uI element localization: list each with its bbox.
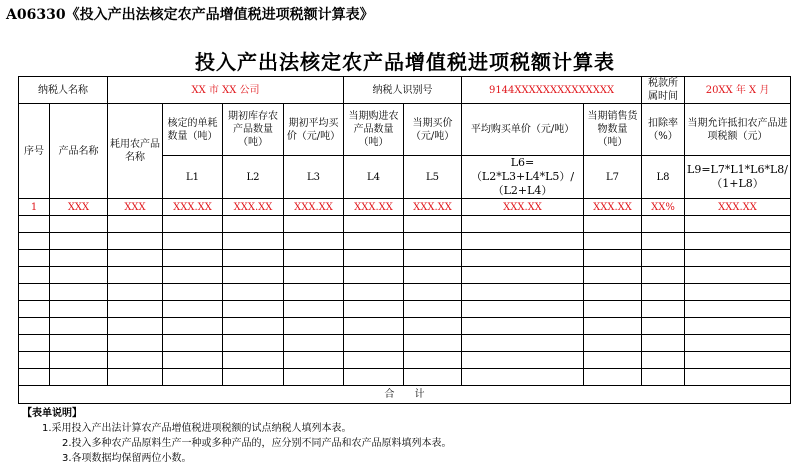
code-l3: L3 — [284, 156, 344, 199]
empty-cell[interactable] — [462, 301, 584, 318]
code-l9-formula: L9=L7*L1*L6*L8/（1+L8） — [685, 156, 791, 199]
empty-cell[interactable] — [284, 352, 344, 369]
taxpayer-name-label: 纳税人名称 — [19, 77, 108, 104]
empty-cell[interactable] — [404, 335, 462, 352]
col-product-name-header: 产品名称 — [50, 104, 108, 199]
row-l7-cell[interactable]: XXX.XX — [584, 199, 642, 216]
row-l1-cell[interactable]: XXX.XX — [163, 199, 223, 216]
row-l9-cell[interactable]: XXX.XX — [685, 199, 791, 216]
empty-cell[interactable] — [163, 318, 223, 335]
notes-title: 【表单说明】 — [22, 408, 82, 419]
empty-cell[interactable] — [344, 352, 404, 369]
taxpayer-id-field[interactable]: 9144XXXXXXXXXXXXXX — [462, 77, 642, 104]
taxpayer-name-field[interactable]: XX 市 XX 公司 — [108, 77, 344, 104]
empty-cell[interactable] — [50, 352, 108, 369]
total-row-label: 合 计 — [19, 386, 791, 404]
table-row — [19, 335, 791, 352]
empty-cell[interactable] — [404, 233, 462, 250]
empty-cell[interactable] — [223, 318, 284, 335]
empty-cell[interactable] — [163, 335, 223, 352]
table-row — [19, 301, 791, 318]
note-item: 3.各项数据均保留两位小数。 — [62, 453, 192, 464]
empty-cell[interactable] — [344, 216, 404, 233]
empty-cell[interactable] — [50, 335, 108, 352]
empty-cell[interactable] — [223, 301, 284, 318]
col-purchase-qty-header: 当期购进农产品数量（吨） — [344, 104, 404, 156]
empty-cell[interactable] — [584, 335, 642, 352]
empty-cell[interactable] — [19, 369, 50, 386]
empty-cell[interactable] — [108, 284, 163, 301]
empty-cell[interactable] — [462, 369, 584, 386]
empty-cell[interactable] — [50, 369, 108, 386]
empty-cell[interactable] — [163, 216, 223, 233]
empty-cell[interactable] — [223, 250, 284, 267]
col-deduction-rate-header: 扣除率（%） — [642, 104, 685, 156]
empty-cell[interactable] — [344, 250, 404, 267]
empty-cell[interactable] — [284, 335, 344, 352]
empty-cell[interactable] — [642, 369, 685, 386]
empty-cell[interactable] — [404, 250, 462, 267]
col-unit-consumption-header: 核定的单耗数量（吨） — [163, 104, 223, 156]
empty-cell[interactable] — [462, 335, 584, 352]
col-avg-price-header: 平均购买单价（元/吨） — [462, 104, 584, 156]
empty-cell[interactable] — [163, 233, 223, 250]
row-material-cell[interactable]: XXX — [108, 199, 163, 216]
empty-cell[interactable] — [108, 267, 163, 284]
empty-cell[interactable] — [685, 216, 791, 233]
empty-cell[interactable] — [462, 267, 584, 284]
empty-cell[interactable] — [19, 301, 50, 318]
table-row — [19, 318, 791, 335]
empty-cell[interactable] — [344, 335, 404, 352]
empty-cell[interactable] — [685, 335, 791, 352]
row-l8-cell[interactable]: XX% — [642, 199, 685, 216]
col-sales-qty-header: 当期销售货物数量（吨） — [584, 104, 642, 156]
empty-cell[interactable] — [642, 318, 685, 335]
empty-cell[interactable] — [584, 267, 642, 284]
empty-cell[interactable] — [284, 284, 344, 301]
empty-cell[interactable] — [584, 352, 642, 369]
empty-cell[interactable] — [19, 267, 50, 284]
empty-cell[interactable] — [223, 335, 284, 352]
empty-cell[interactable] — [284, 267, 344, 284]
table-row — [19, 199, 791, 216]
empty-cell[interactable] — [50, 318, 108, 335]
code-l1: L1 — [163, 156, 223, 199]
empty-cell[interactable] — [163, 352, 223, 369]
empty-cell[interactable] — [462, 318, 584, 335]
empty-cell[interactable] — [284, 250, 344, 267]
table-row — [19, 216, 791, 233]
empty-cell[interactable] — [404, 318, 462, 335]
note-item: 2.投入多种农产品原料生产一种或多种产品的，应分别不同产品和农产品原料填列本表。 — [62, 438, 452, 449]
col-purchase-price-header: 当期买价（元/吨） — [404, 104, 462, 156]
table-row — [19, 284, 791, 301]
page-title: 投入产出法核定农产品增值税进项税额计算表 — [195, 50, 615, 74]
empty-cell[interactable] — [685, 301, 791, 318]
empty-cell[interactable] — [50, 301, 108, 318]
empty-cell[interactable] — [50, 267, 108, 284]
empty-cell[interactable] — [163, 250, 223, 267]
form-notes — [22, 406, 452, 466]
empty-cell[interactable] — [19, 284, 50, 301]
empty-cell[interactable] — [685, 284, 791, 301]
code-l8: L8 — [642, 156, 685, 199]
empty-cell[interactable] — [685, 250, 791, 267]
row-seq-cell[interactable]: 1 — [19, 199, 50, 216]
empty-cell[interactable] — [284, 318, 344, 335]
empty-cell[interactable] — [284, 369, 344, 386]
empty-cell[interactable] — [223, 216, 284, 233]
table-row — [19, 250, 791, 267]
row-l6-cell[interactable]: XXX.XX — [462, 199, 584, 216]
code-l6-formula: L6=（L2*L3+L4*L5）/（L2+L4） — [462, 156, 584, 199]
empty-cell[interactable] — [284, 216, 344, 233]
empty-cell[interactable] — [50, 284, 108, 301]
empty-cell[interactable] — [642, 267, 685, 284]
empty-cell[interactable] — [19, 318, 50, 335]
empty-cell[interactable] — [344, 233, 404, 250]
empty-cell[interactable] — [50, 250, 108, 267]
row-product-cell[interactable]: XXX — [50, 199, 108, 216]
empty-cell[interactable] — [462, 216, 584, 233]
row-l5-cell[interactable]: XXX.XX — [404, 199, 462, 216]
empty-cell[interactable] — [19, 352, 50, 369]
empty-cell[interactable] — [642, 335, 685, 352]
empty-cell[interactable] — [462, 352, 584, 369]
col-raw-material-header: 耗用农产品名称 — [108, 104, 163, 199]
code-l5: L5 — [404, 156, 462, 199]
empty-cell[interactable] — [223, 267, 284, 284]
row-l4-cell[interactable]: XXX.XX — [344, 199, 404, 216]
empty-cell[interactable] — [344, 369, 404, 386]
empty-cell[interactable] — [642, 352, 685, 369]
empty-cell[interactable] — [19, 233, 50, 250]
empty-cell[interactable] — [284, 233, 344, 250]
empty-cell[interactable] — [584, 233, 642, 250]
table-row — [19, 369, 791, 386]
form-code-header: A06330《投入产出法核定农产品增值税进项税额计算表》 — [6, 7, 374, 23]
calculation-table — [18, 76, 791, 404]
empty-cell[interactable] — [404, 369, 462, 386]
table-row — [19, 233, 791, 250]
empty-cell[interactable] — [344, 284, 404, 301]
table-row — [19, 352, 791, 369]
empty-cell[interactable] — [584, 216, 642, 233]
empty-cell[interactable] — [642, 233, 685, 250]
empty-cell[interactable] — [50, 216, 108, 233]
empty-cell[interactable] — [108, 335, 163, 352]
empty-cell[interactable] — [163, 301, 223, 318]
empty-cell[interactable] — [642, 301, 685, 318]
empty-cell[interactable] — [344, 318, 404, 335]
tax-period-label: 税款所属时间 — [642, 77, 685, 104]
empty-cell[interactable] — [404, 267, 462, 284]
table-row — [19, 267, 791, 284]
empty-cell[interactable] — [19, 250, 50, 267]
empty-cell[interactable] — [685, 233, 791, 250]
taxpayer-id-label: 纳税人识别号 — [344, 77, 462, 104]
empty-cell[interactable] — [584, 369, 642, 386]
empty-cell[interactable] — [108, 318, 163, 335]
empty-cell[interactable] — [584, 250, 642, 267]
empty-cell[interactable] — [685, 369, 791, 386]
empty-cell[interactable] — [223, 284, 284, 301]
empty-cell[interactable] — [584, 318, 642, 335]
empty-cell[interactable] — [642, 250, 685, 267]
code-l2: L2 — [223, 156, 284, 199]
empty-cell[interactable] — [108, 216, 163, 233]
empty-cell[interactable] — [223, 352, 284, 369]
empty-cell[interactable] — [344, 301, 404, 318]
empty-cell[interactable] — [462, 233, 584, 250]
row-l3-cell[interactable]: XXX.XX — [284, 199, 344, 216]
empty-cell[interactable] — [462, 284, 584, 301]
empty-cell[interactable] — [223, 233, 284, 250]
row-l2-cell[interactable]: XXX.XX — [223, 199, 284, 216]
tax-period-field[interactable]: 20XX 年 X 月 — [685, 77, 791, 104]
col-seq-header: 序号 — [19, 104, 50, 199]
empty-cell[interactable] — [642, 284, 685, 301]
col-opening-price-header: 期初平均买价（元/吨） — [284, 104, 344, 156]
empty-cell[interactable] — [108, 352, 163, 369]
empty-cell[interactable] — [284, 301, 344, 318]
empty-cell[interactable] — [19, 216, 50, 233]
col-opening-stock-header: 期初库存农产品数量（吨） — [223, 104, 284, 156]
note-item: 1.采用投入产出法计算农产品增值税进项税额的试点纳税人填列本表。 — [42, 423, 352, 434]
empty-cell[interactable] — [404, 352, 462, 369]
empty-cell[interactable] — [584, 284, 642, 301]
empty-cell[interactable] — [584, 301, 642, 318]
empty-cell[interactable] — [19, 335, 50, 352]
empty-cell[interactable] — [404, 301, 462, 318]
empty-cell[interactable] — [642, 216, 685, 233]
empty-cell[interactable] — [685, 352, 791, 369]
empty-cell[interactable] — [404, 216, 462, 233]
empty-cell[interactable] — [50, 233, 108, 250]
code-l4: L4 — [344, 156, 404, 199]
code-l7: L7 — [584, 156, 642, 199]
empty-cell[interactable] — [163, 267, 223, 284]
empty-cell[interactable] — [404, 284, 462, 301]
empty-cell[interactable] — [108, 233, 163, 250]
empty-cell[interactable] — [685, 318, 791, 335]
empty-cell[interactable] — [163, 369, 223, 386]
col-allowed-tax-header: 当期允许抵扣农产品进项税额（元） — [685, 104, 791, 156]
empty-cell[interactable] — [223, 369, 284, 386]
empty-cell[interactable] — [108, 301, 163, 318]
empty-cell[interactable] — [685, 267, 791, 284]
empty-cell[interactable] — [163, 284, 223, 301]
empty-cell[interactable] — [462, 250, 584, 267]
empty-cell[interactable] — [344, 267, 404, 284]
empty-cell[interactable] — [108, 250, 163, 267]
empty-cell[interactable] — [108, 369, 163, 386]
